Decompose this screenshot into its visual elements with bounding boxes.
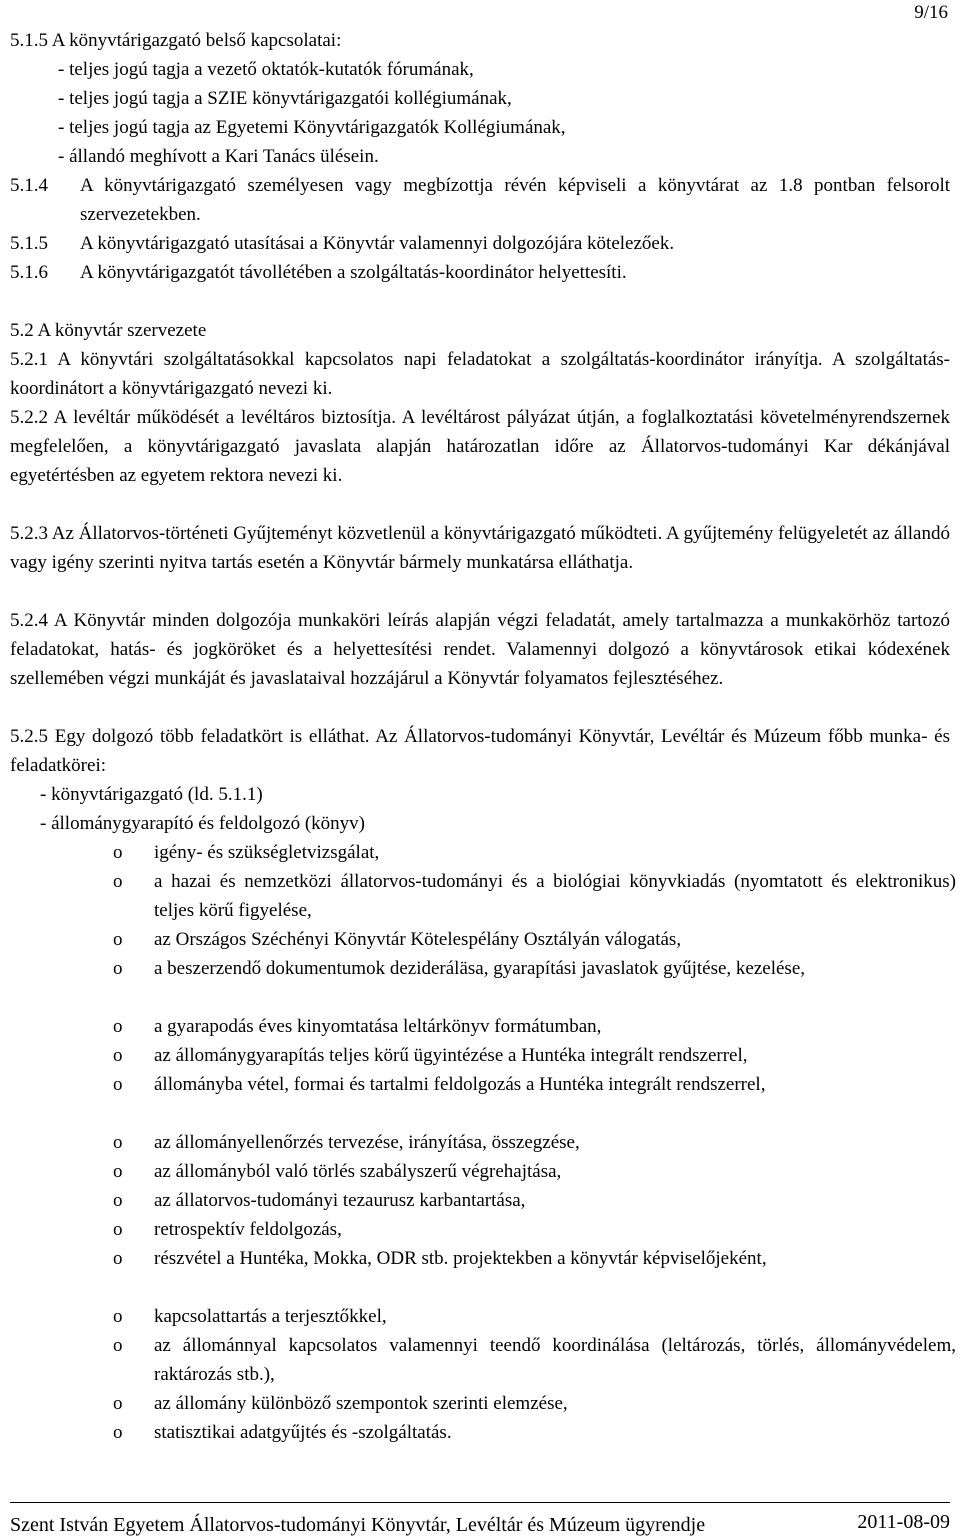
item-text: A könyvtárigazgató utasításai a Könyvtár valamennyi dolgozójára kötelezőek. [80,233,675,254]
paragraph-525: 5.2.5 Egy dolgozó több feladatkört is elláthat. Az Állatorvos-tudományi Könyvtár, Levéltár és Múzeum főbb munka- és feladatkörei: [10,726,950,776]
paragraph-522: 5.2.2 A levéltár működését a levéltáros biztosítja. A levéltárost pályázat útján, a foglalkoztatási követelményrendszernek megfelelően, a könyvtárigazgató javaslata alapján határozatlan időre az Állatorvos-tudományi Kar dékánjával egyetértésben az egyetem rektora nevezi ki. [10,407,950,486]
task-item: kapcsolattartás a terjesztőkkel, [154,1306,387,1327]
bullet-marker: o [113,1016,123,1037]
item-number: 5.1.6 [10,262,48,283]
item-number: 5.1.4 [10,175,48,196]
footer-date: 2011-08-09 [857,1511,950,1533]
bullet-marker: o [113,958,123,979]
role-item: - állománygyarapító és feldolgozó (könyv) [40,813,366,834]
task-item: retrospektív feldolgozás, [154,1219,342,1240]
bullet-marker: o [113,1422,123,1443]
bullet-marker: o [113,1219,123,1240]
task-item: az állományból való törlés szabályszerű végrehajtása, [154,1161,562,1182]
bullet-marker: o [113,1393,123,1414]
footer-divider [10,1502,950,1503]
relation-item: - teljes jogú tagja a SZIE könyvtárigazgatói kollégiumának, [58,88,512,109]
task-item: a gyarapodás éves kinyomtatása leltárkönyv formátumban, [154,1016,602,1037]
task-item: az állatorvos-tudományi tezaurusz karbantartása, [154,1190,526,1211]
page-number: 9/16 [914,2,948,23]
bullet-marker: o [113,1045,123,1066]
task-item: az állománygyarapítás teljes körű ügyintézése a Huntéka integrált rendszerrel, [154,1045,748,1066]
item-text: A könyvtárigazgató személyesen vagy megbízottja révén képviseli a könyvtárat az 1.8 pontban felsorolt szervezetekben. [80,175,950,225]
relation-item: - teljes jogú tagja az Egyetemi Könyvtárigazgatók Kollégiumának, [58,117,566,138]
task-item: részvétel a Huntéka, Mokka, ODR stb. projektekben a könyvtár képviselőjeként, [154,1248,767,1269]
task-item: állományba vétel, formai és tartalmi feldolgozás a Huntéka integrált rendszerrel, [154,1074,766,1095]
item-number: 5.1.5 [10,233,48,254]
bullet-marker: o [113,1132,123,1153]
bullet-marker: o [113,929,123,950]
relation-item: - állandó meghívott a Kari Tanács ülésein. [58,146,379,167]
role-item: - könyvtárigazgató (ld. 5.1.1) [40,784,263,805]
task-item: az állományellenőrzés tervezése, irányítása, összegzése, [154,1132,580,1153]
bullet-marker: o [113,1161,123,1182]
section-515-heading: 5.1.5 A könyvtárigazgató belső kapcsolatai: [10,30,342,51]
paragraph-521: 5.2.1 A könyvtári szolgáltatásokkal kapcsolatos napi feladatokat a szolgáltatás-koordinátor irányítja. A szolgáltatás-koordinátort a könyvtárigazgató nevezi ki. [10,349,950,399]
paragraph-524: 5.2.4 A Könyvtár minden dolgozója munkaköri leírás alapján végzi feladatát, amely tartalmazza a munkakörhöz tartozó feladatokat, hatás- és jogköröket és a helyettesítési rendet. Valamennyi dolgozó a könyvtárosok etikai kódexének szellemében végzi munkáját és javaslataival hozzájárul a Könyvtár folyamatos fejlesztéséhez. [10,610,950,689]
task-item: az állománnyal kapcsolatos valamennyi teendő koordinálása (leltározás, törlés, állományvédelem, raktározás stb.), [154,1335,956,1385]
bullet-marker: o [113,842,123,863]
paragraph-523: 5.2.3 Az Állatorvos-történeti Gyűjteményt közvetlenül a könyvtárigazgató működteti. A gyűjtemény felügyeletét az állandó vagy igény szerinti nyitva tartás esetén a Könyvtár bármely munkatársa elláthatja. [10,523,950,573]
bullet-marker: o [113,1306,123,1327]
section-52-title: 5.2 A könyvtár szervezete [10,320,207,341]
task-item: igény- és szükségletvizsgálat, [154,842,380,863]
item-text: A könyvtárigazgatót távollétében a szolgáltatás-koordinátor helyettesíti. [80,262,627,283]
bullet-marker: o [113,1190,123,1211]
bullet-marker: o [113,871,123,892]
bullet-marker: o [113,1248,123,1269]
task-item: az Országos Széchényi Könyvtár Kötelespélány Osztályán válogatás, [154,929,682,950]
bullet-marker: o [113,1074,123,1095]
task-item: statisztikai adatgyűjtés és -szolgáltatás. [154,1422,452,1443]
relation-item: - teljes jogú tagja a vezető oktatók-kutatók fórumának, [58,59,474,80]
footer-title: Szent István Egyetem Állatorvos-tudományi Könyvtár, Levéltár és Múzeum ügyrendje [10,1514,706,1536]
task-item: az állomány különböző szempontok szerinti elemzése, [154,1393,568,1414]
task-item: a beszerzendő dokumentumok dezideráläsa, gyarapítási javaslatok gyűjtése, kezelése, [154,958,806,979]
task-item: a hazai és nemzetközi állatorvos-tudományi és a biológiai könyvkiadás (nyomtatott és elektronikus) teljes körű figyelése, [154,871,956,921]
bullet-marker: o [113,1335,123,1356]
